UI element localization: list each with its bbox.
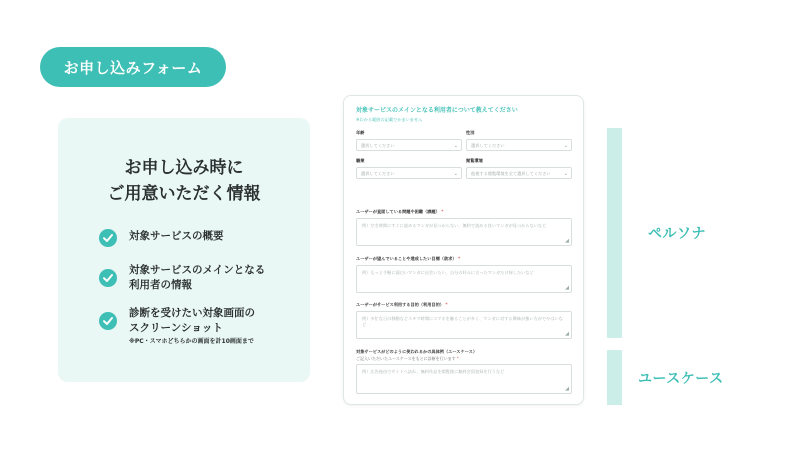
usecase-question-text: 対象サービスがどのように使われるかの具体例（ユースケース） — [356, 349, 478, 354]
form-section-note: ※わかる範囲の記載でかまいません — [356, 117, 423, 122]
usecase-section-bar — [607, 350, 622, 405]
required-info-card — [58, 118, 310, 382]
occupation-select-placeholder: 選択してください — [361, 171, 395, 176]
info-card-title — [58, 155, 310, 207]
gender-select-placeholder: 選択してください — [471, 143, 505, 148]
resize-grip-icon[interactable]: ◢ — [565, 238, 569, 244]
desire-question-text: ユーザーが望んでいることや達成したい目標（欲求） — [356, 256, 457, 261]
gender-select[interactable] — [466, 139, 572, 151]
usecase-label: ユースケース — [638, 371, 724, 387]
usecase-textarea-placeholder: 例）広告経由でサイトへ訪れ、無料作品を閲覧後に無料会員登録を行うなど — [362, 369, 505, 374]
checklist-item-text: 対象サービスの概要 — [129, 230, 224, 242]
issue-question-label: ユーザーが直面している問題や困難（課題） * — [356, 209, 444, 214]
desire-textarea[interactable] — [356, 265, 572, 293]
desire-textarea-placeholder: 例）もっと手軽に面白いマンガに出会いたい、自分の好みに合ったマンガだけ探したいなど — [362, 270, 534, 275]
purpose-textarea-placeholder: 例）多忙な日の移動などスキマ時間にスマホを触ることが多く、マンガに対する興味が強い方がでやはいなど — [362, 316, 563, 327]
gender-label: 性別 — [466, 130, 475, 135]
purpose-textarea[interactable] — [356, 311, 572, 339]
checklist-item — [99, 263, 300, 293]
occupation-label: 職業 — [356, 158, 365, 163]
issue-textarea[interactable] — [356, 218, 572, 246]
checklist-item-text: 対象サービスのメインとなる — [129, 264, 266, 276]
info-title-line2: ご用意いただく情報 — [107, 184, 261, 204]
occupation-select[interactable] — [356, 167, 462, 179]
browsing-env-label: 閲覧環境 — [466, 158, 483, 163]
usecase-question-label — [356, 349, 477, 355]
form-title-badge: お申し込みフォーム — [40, 47, 226, 87]
issue-textarea-placeholder: 例）空き時間にすぐに読めるマンガが見つからない、無料で読める良いマンガが見つからないなど — [362, 223, 547, 228]
check-circle-icon — [99, 229, 117, 247]
age-select-placeholder: 選択してください — [361, 143, 395, 148]
check-circle-icon — [99, 312, 117, 330]
purpose-question-label: ユーザーがサービス利用する目的（利用目的） * — [356, 302, 448, 307]
application-form-preview — [343, 95, 584, 405]
checklist-item-note: ※PC・スマホどちらかの画面を計10画面まで — [129, 338, 254, 345]
resize-grip-icon[interactable]: ◢ — [565, 331, 569, 337]
chevron-down-icon: ⌄ — [453, 171, 458, 177]
persona-label: ペルソナ — [648, 226, 706, 242]
purpose-question-text: ユーザーがサービス利用する目的（利用目的） — [356, 302, 444, 307]
resize-grip-icon[interactable]: ◢ — [565, 285, 569, 291]
check-circle-icon — [99, 269, 117, 287]
form-section-heading: 対象サービスのメインとなる利用者について教えてください — [356, 107, 518, 114]
age-select[interactable] — [356, 139, 462, 151]
info-title-line1: お申し込み時に — [124, 158, 244, 178]
chevron-down-icon: ⌄ — [453, 143, 458, 149]
issue-question-text: ユーザーが直面している問題や困難（課題） — [356, 209, 440, 214]
browsing-env-select[interactable] — [466, 167, 572, 179]
browsing-env-select-placeholder: 他使する閲覧環境を全て選択してください — [471, 171, 551, 176]
checklist-item — [99, 229, 300, 247]
chevron-down-icon: ⌄ — [563, 171, 568, 177]
usecase-question-sub: ご記入いただいたユースケースをもとに診断を行います * — [356, 356, 459, 361]
resize-grip-icon[interactable]: ◢ — [565, 386, 569, 392]
usecase-textarea[interactable] — [356, 364, 572, 394]
checklist-item-text: 診断を受けたい対象画面の — [129, 307, 255, 319]
age-label: 年齢 — [356, 130, 365, 135]
persona-section-bar — [607, 128, 622, 338]
chevron-down-icon: ⌄ — [563, 143, 568, 149]
checklist-item — [99, 306, 300, 346]
desire-question-label: ユーザーが望んでいることや達成したい目標（欲求） * — [356, 256, 461, 261]
checklist-item-text: スクリーンショット — [129, 322, 223, 334]
checklist-item-text: 利用者の情報 — [129, 279, 192, 291]
usecase-question-sub-text: ご記入いただいたユースケースをもとに診断を行います — [356, 356, 456, 361]
